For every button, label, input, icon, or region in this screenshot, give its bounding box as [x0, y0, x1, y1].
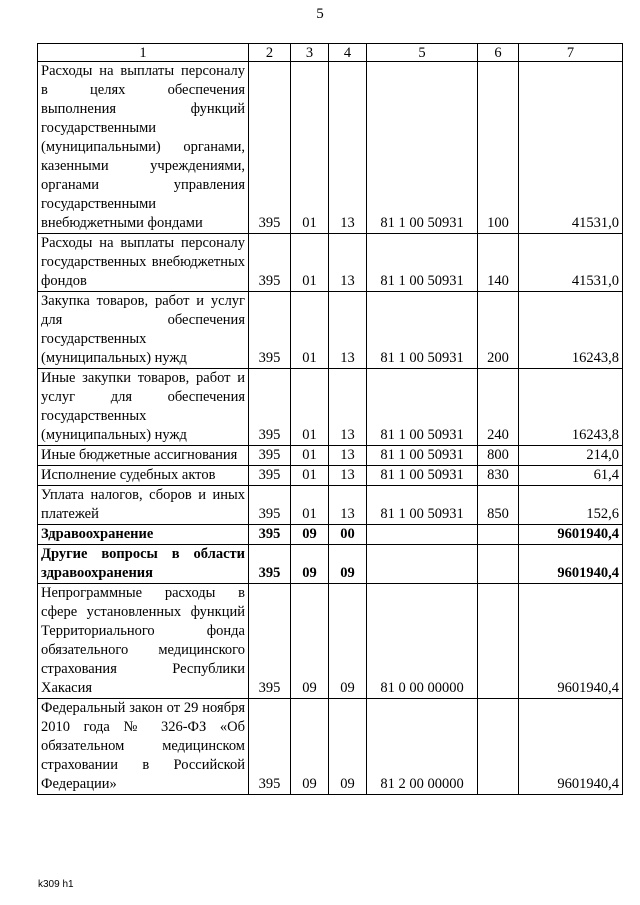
row-section-cell: 01	[291, 369, 329, 446]
footer-code: k309 h1	[38, 879, 74, 890]
row-admin-code-cell: 395	[249, 584, 291, 699]
row-admin-code-cell: 395	[249, 292, 291, 369]
header-cell: 5	[367, 44, 478, 62]
row-name-cell: Расходы на выплаты персоналу государственных внебюджетных фондов	[38, 234, 249, 292]
row-expense-type-cell	[478, 584, 519, 699]
row-target-article-cell: 81 2 00 00000	[367, 699, 478, 795]
table-row	[38, 369, 623, 446]
row-expense-type-cell: 850	[478, 486, 519, 525]
row-expense-type-cell	[478, 699, 519, 795]
row-name-cell: Расходы на выплаты персоналу в целях обеспечения выполнения функций государственными (муниципальными) органами, казенными учреждениями, органами управления государственными внебюджетными фондами	[38, 62, 249, 234]
row-section-cell: 01	[291, 466, 329, 486]
row-subsection-cell: 09	[329, 699, 367, 795]
row-expense-type-cell: 140	[478, 234, 519, 292]
row-amount-cell: 41531,0	[519, 234, 623, 292]
row-amount-cell: 152,6	[519, 486, 623, 525]
row-amount-cell: 16243,8	[519, 292, 623, 369]
row-amount-cell: 61,4	[519, 466, 623, 486]
row-expense-type-cell: 200	[478, 292, 519, 369]
row-target-article-cell: 81 1 00 50931	[367, 234, 478, 292]
row-target-article-cell: 81 1 00 50931	[367, 466, 478, 486]
row-section-cell: 09	[291, 525, 329, 545]
row-admin-code-cell: 395	[249, 545, 291, 584]
row-name-cell: Непрограммные расходы в сфере установленных функций Территориального фонда обязательного медицинского страхования Республики Хакасия	[38, 584, 249, 699]
row-name-cell: Другие вопросы в области здравоохранения	[38, 545, 249, 584]
row-subsection-cell: 09	[329, 584, 367, 699]
row-admin-code-cell: 395	[249, 699, 291, 795]
row-expense-type-cell: 800	[478, 446, 519, 466]
header-cell: 4	[329, 44, 367, 62]
page-number: 5	[316, 6, 324, 22]
table-row	[38, 466, 623, 486]
row-subsection-cell: 13	[329, 369, 367, 446]
table-row	[38, 525, 623, 545]
table-row	[38, 545, 623, 584]
row-expense-type-cell: 100	[478, 62, 519, 234]
row-subsection-cell: 13	[329, 234, 367, 292]
row-subsection-cell: 13	[329, 446, 367, 466]
table-row	[38, 62, 623, 234]
row-name-cell: Иные закупки товаров, работ и услуг для обеспечения государственных (муниципальных) нужд	[38, 369, 249, 446]
row-subsection-cell: 13	[329, 486, 367, 525]
row-subsection-cell: 13	[329, 292, 367, 369]
row-subsection-cell: 13	[329, 62, 367, 234]
row-expense-type-cell	[478, 545, 519, 584]
header-cell: 7	[519, 44, 623, 62]
row-admin-code-cell: 395	[249, 525, 291, 545]
row-expense-type-cell: 830	[478, 466, 519, 486]
row-name-cell: Иные бюджетные ассигнования	[38, 446, 249, 466]
row-admin-code-cell: 395	[249, 486, 291, 525]
row-name-cell: Уплата налогов, сборов и иных платежей	[38, 486, 249, 525]
row-amount-cell: 214,0	[519, 446, 623, 466]
table-row	[38, 699, 623, 795]
row-amount-cell: 16243,8	[519, 369, 623, 446]
row-amount-cell: 9601940,4	[519, 525, 623, 545]
row-admin-code-cell: 395	[249, 234, 291, 292]
row-subsection-cell: 00	[329, 525, 367, 545]
row-name-cell: Исполнение судебных актов	[38, 466, 249, 486]
row-name-cell: Закупка товаров, работ и услуг для обеспечения государственных (муниципальных) нужд	[38, 292, 249, 369]
row-target-article-cell: 81 1 00 50931	[367, 369, 478, 446]
table-row	[38, 234, 623, 292]
row-name-cell: Здравоохранение	[38, 525, 249, 545]
row-section-cell: 09	[291, 699, 329, 795]
table-row	[38, 292, 623, 369]
header-cell: 6	[478, 44, 519, 62]
row-target-article-cell: 81 1 00 50931	[367, 486, 478, 525]
row-name-cell: Федеральный закон от 29 ноября 2010 года № 326-ФЗ «Об обязательном медицинском страховании в Российской Федерации»	[38, 699, 249, 795]
row-section-cell: 01	[291, 62, 329, 234]
row-admin-code-cell: 395	[249, 62, 291, 234]
row-admin-code-cell: 395	[249, 369, 291, 446]
row-target-article-cell	[367, 525, 478, 545]
row-target-article-cell: 81 1 00 50931	[367, 62, 478, 234]
row-section-cell: 09	[291, 584, 329, 699]
row-section-cell: 01	[291, 292, 329, 369]
row-amount-cell: 9601940,4	[519, 584, 623, 699]
row-target-article-cell	[367, 545, 478, 584]
row-admin-code-cell: 395	[249, 466, 291, 486]
row-admin-code-cell: 395	[249, 446, 291, 466]
row-expense-type-cell: 240	[478, 369, 519, 446]
row-expense-type-cell	[478, 525, 519, 545]
table-row	[38, 446, 623, 466]
row-subsection-cell: 09	[329, 545, 367, 584]
row-subsection-cell: 13	[329, 466, 367, 486]
row-section-cell: 01	[291, 446, 329, 466]
row-amount-cell: 41531,0	[519, 62, 623, 234]
table-row	[38, 486, 623, 525]
row-target-article-cell: 81 1 00 50931	[367, 446, 478, 466]
row-section-cell: 09	[291, 545, 329, 584]
row-section-cell: 01	[291, 486, 329, 525]
row-target-article-cell: 81 0 00 00000	[367, 584, 478, 699]
header-cell: 2	[249, 44, 291, 62]
header-row	[38, 44, 623, 62]
row-section-cell: 01	[291, 234, 329, 292]
row-amount-cell: 9601940,4	[519, 545, 623, 584]
header-cell: 3	[291, 44, 329, 62]
row-target-article-cell: 81 1 00 50931	[367, 292, 478, 369]
table-row	[38, 584, 623, 699]
header-cell: 1	[38, 44, 249, 62]
budget-table	[37, 43, 623, 795]
row-amount-cell: 9601940,4	[519, 699, 623, 795]
